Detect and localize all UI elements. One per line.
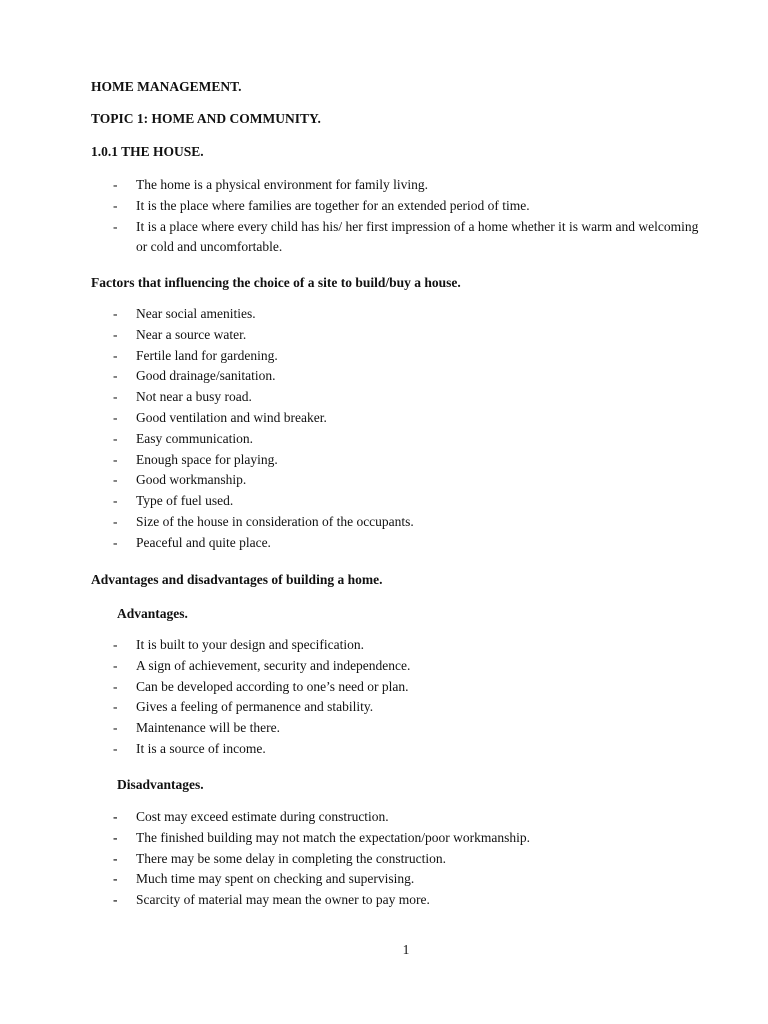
- list-item: [113, 718, 703, 739]
- document-title: HOME MANAGEMENT.: [91, 79, 242, 94]
- advantages-heading: Advantages.: [117, 606, 188, 621]
- bullet-dash: -: [113, 513, 118, 529]
- page-number: 1: [402, 942, 410, 957]
- list-item-text: It is a place where every child has his/ her first impression of a home whether it is warm and welcoming or cold and uncomfortable.: [136, 218, 699, 255]
- list-item-text: Type of fuel used.: [136, 493, 234, 509]
- bullet-dash: -: [113, 197, 118, 213]
- list-item: [113, 175, 703, 196]
- list-item: [113, 512, 703, 533]
- house-points-list: [113, 175, 703, 258]
- list-item-text: Gives a feeling of permanence and stability.: [136, 699, 374, 715]
- factors-heading: Factors that influencing the choice of a site to build/buy a house.: [91, 275, 461, 290]
- bullet-dash: -: [113, 177, 118, 192]
- bullet-dash: -: [113, 326, 118, 342]
- list-item-text: The home is a physical environment for family living.: [136, 177, 429, 192]
- bullet-dash: -: [113, 430, 118, 446]
- bullet-dash: -: [113, 809, 118, 824]
- list-item: [113, 429, 703, 450]
- list-item: [113, 346, 703, 367]
- bullet-dash: -: [113, 699, 118, 715]
- bullet-dash: -: [113, 409, 118, 425]
- list-item: [113, 849, 703, 870]
- list-item: [113, 869, 703, 890]
- list-item-text: It is the place where families are together for an extended period of time.: [136, 197, 530, 213]
- bullet-dash: -: [113, 389, 118, 405]
- list-item-text: Maintenance will be there.: [136, 720, 280, 736]
- bullet-dash: -: [113, 368, 118, 384]
- list-item-text: Near a source water.: [136, 326, 247, 342]
- list-item-text: Not near a busy road.: [136, 389, 252, 405]
- topic-heading: TOPIC 1: HOME AND COMMUNITY.: [91, 111, 321, 126]
- list-item: [113, 890, 703, 911]
- list-item-text: Good drainage/sanitation.: [136, 368, 276, 384]
- disadvantages-heading: Disadvantages.: [117, 777, 204, 792]
- list-item: [113, 739, 703, 760]
- section-heading: 1.0.1 THE HOUSE.: [91, 144, 204, 159]
- list-item-text: Cost may exceed estimate during construction.: [136, 809, 389, 824]
- list-item: [113, 697, 703, 718]
- list-item-text: There may be some delay in completing the construction.: [136, 850, 447, 866]
- list-item: [113, 450, 703, 471]
- bullet-dash: -: [113, 829, 118, 845]
- bullet-dash: -: [113, 740, 118, 756]
- list-item: [113, 325, 703, 346]
- bullet-dash: -: [113, 493, 118, 509]
- bullet-dash: -: [113, 678, 118, 694]
- list-item: [113, 387, 703, 408]
- bullet-dash: -: [113, 850, 118, 866]
- bullet-dash: -: [113, 306, 118, 321]
- list-item: [113, 533, 703, 554]
- advantages-list: [113, 635, 703, 760]
- bullet-dash: -: [113, 534, 118, 550]
- list-item-text: Size of the house in consideration of the occupants.: [136, 513, 414, 529]
- list-item-text: A sign of achievement, security and independence.: [136, 657, 411, 673]
- list-item-text: Can be developed according to one’s need or plan.: [136, 678, 409, 694]
- list-item-text: Easy communication.: [136, 430, 253, 446]
- list-item: [113, 408, 703, 429]
- list-item-text: Enough space for playing.: [136, 451, 278, 467]
- list-item: [113, 656, 703, 677]
- list-item-text: Fertile land for gardening.: [136, 347, 278, 363]
- list-item: [113, 677, 703, 698]
- list-item: [113, 196, 703, 217]
- list-item: [113, 491, 703, 512]
- bullet-dash: -: [113, 871, 118, 887]
- bullet-dash: -: [113, 451, 118, 467]
- list-item: [113, 304, 703, 325]
- factors-list: [113, 304, 703, 554]
- bullet-dash: -: [113, 657, 118, 673]
- adv-disadv-heading: Advantages and disadvantages of building a home.: [91, 572, 383, 587]
- bullet-dash: -: [113, 637, 118, 652]
- bullet-dash: -: [113, 218, 118, 234]
- list-item-text: Good ventilation and wind breaker.: [136, 409, 327, 425]
- list-item: [113, 828, 703, 849]
- list-item-text: Much time may spent on checking and supervising.: [136, 871, 415, 887]
- bullet-dash: -: [113, 472, 118, 488]
- list-item: [113, 470, 703, 491]
- list-item: [113, 366, 703, 387]
- list-item: [113, 807, 703, 828]
- list-item-text: Good workmanship.: [136, 472, 247, 488]
- bullet-dash: -: [113, 720, 118, 736]
- list-item-text: The finished building may not match the expectation/poor workmanship.: [136, 829, 531, 845]
- list-item-text: It is a source of income.: [136, 740, 266, 756]
- bullet-dash: -: [113, 347, 118, 363]
- disadvantages-list: [113, 807, 703, 911]
- list-item-text: Near social amenities.: [136, 306, 256, 321]
- list-item-text: Peaceful and quite place.: [136, 534, 271, 550]
- bullet-dash: -: [113, 892, 118, 908]
- list-item: [113, 635, 703, 656]
- list-item-text: Scarcity of material may mean the owner to pay more.: [136, 892, 430, 908]
- list-item-text: It is built to your design and specification.: [136, 637, 364, 652]
- list-item: [113, 217, 703, 259]
